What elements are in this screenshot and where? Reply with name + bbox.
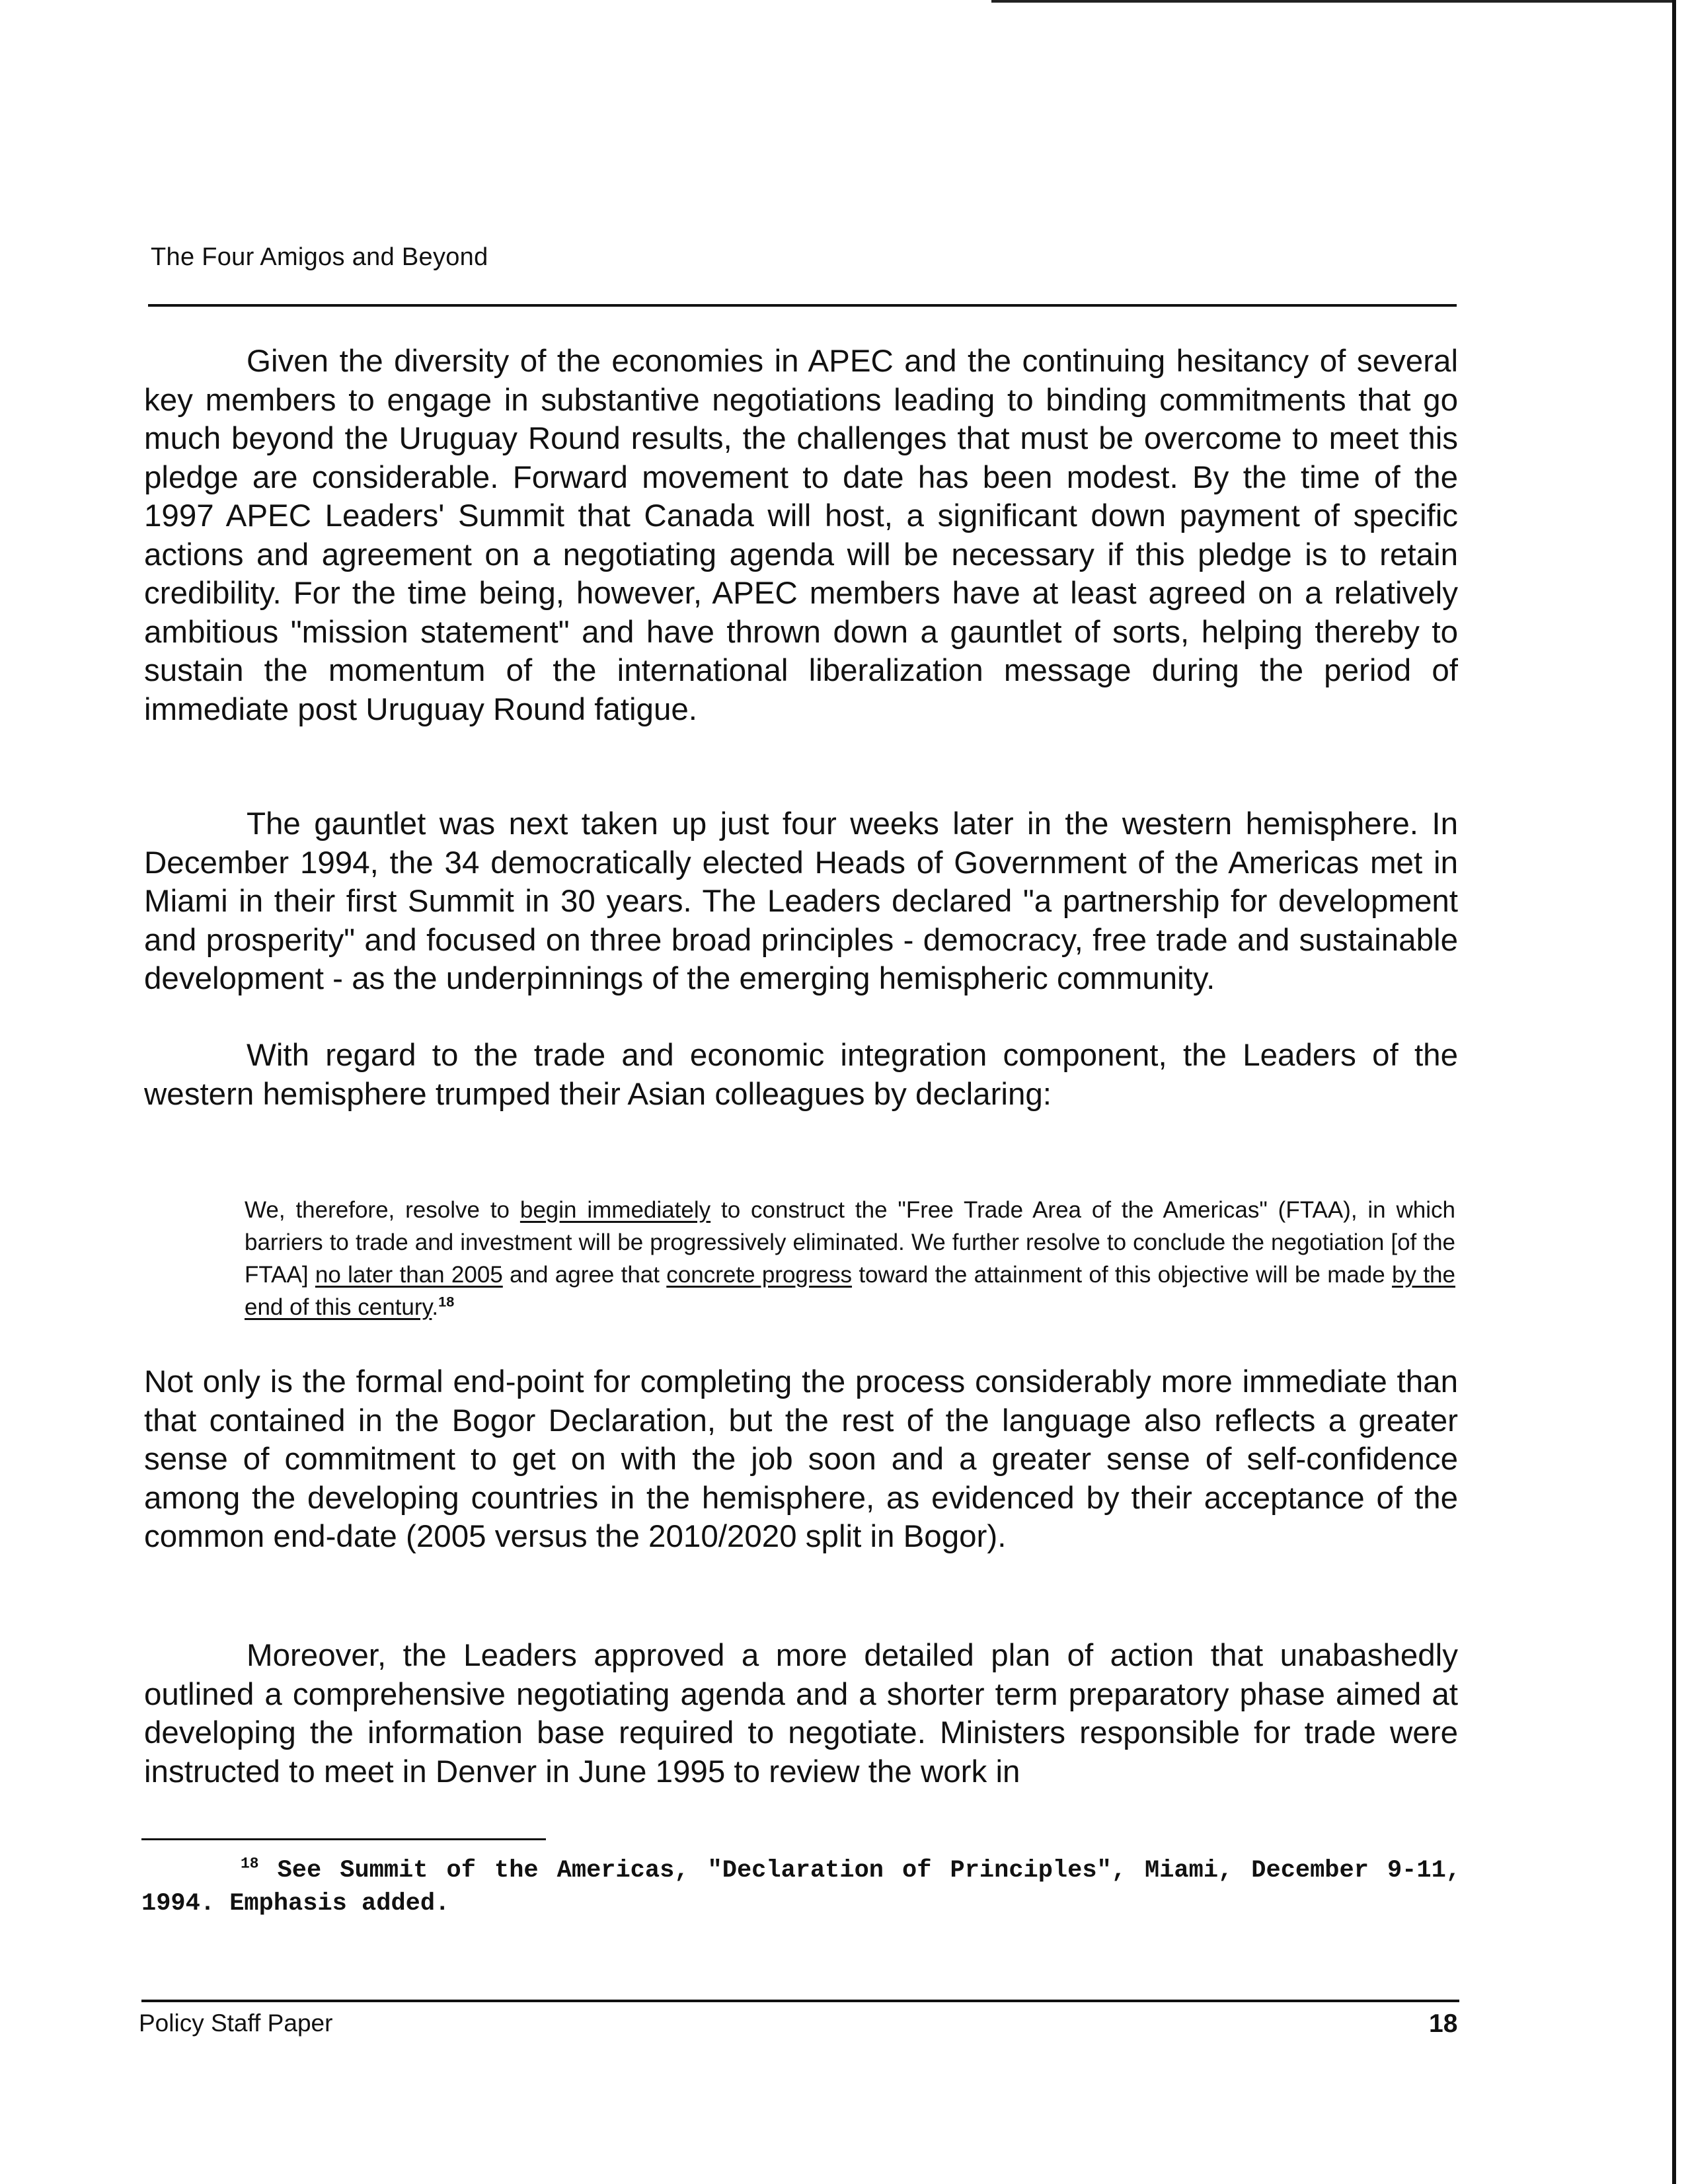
footnote-number: 18 — [241, 1855, 259, 1873]
footer-rule — [141, 2000, 1459, 2002]
footnote-separator — [141, 1838, 546, 1840]
quote-emphasis: begin immediately — [519, 1197, 711, 1223]
quote-emphasis: concrete progress — [666, 1262, 853, 1288]
paragraph-trade-integration: With regard to the trade and economic integration component, the Leaders of the western hemisphere trumped their Asian colleagues by declaring: — [144, 1038, 1458, 1112]
quote-emphasis: no later than 2005 — [315, 1262, 503, 1288]
scan-edge-right — [1672, 0, 1676, 2184]
quote-emphasis: by the end of this century — [245, 1262, 1455, 1320]
paragraph-end-point: Not only is the formal end-point for completing the process considerably more immediate than that contained in the Bogor Declaration, but the rest of the language also reflects a greater sense of commitment to get on with the job soon and a greater sense of self-confidence among the developing countries in the hemisphere, as evidenced by their acceptance of the common end-date (2005 versus the 2010/2020 split in Bogor). — [144, 1364, 1458, 1554]
quote-text: toward the attainment of this objective will be made — [852, 1262, 1393, 1288]
quote-text: We, therefore, resolve to — [245, 1197, 520, 1223]
quote-text: . — [432, 1294, 439, 1320]
header-rule — [148, 304, 1457, 307]
paragraph-apec-challenges: Given the diversity of the economies in APEC and the continuing hesitancy of several key members to engage in substantive negotiations leading to binding commitments that go much beyond the Uruguay Round results, the challenges that must be overcome to meet this pledge are considerable. Forward movement to date has been modest. By the time of the 1997 APEC Leaders' Summit that Canada will host, a significant down payment of specific actions and agreement on a negotiating agenda will be necessary if this pledge is to retain credibility. For the time being, however, APEC members have at least agreed on a relatively ambitious "mission statement" and have thrown down a gauntlet of sorts, helping thereby to sustain the momentum of the international liberalization message during the period of immediate post Uruguay Round fatigue. — [144, 344, 1458, 727]
paragraph-miami-summit: The gauntlet was next taken up just four weeks later in the western hemisphere. In December 1994, the 34 democratically elected Heads of Government of the Americas met in Miami in their first Summit in 30 years. The Leaders declared "a partnership for development and prosperity" and focused on three broad principles - democracy, free trade and sustainable development - as the underpinnings of the emerging hemispheric community. — [144, 806, 1458, 996]
footnote-18 — [141, 1854, 1461, 1920]
paragraph-plan-of-action: Moreover, the Leaders approved a more detailed plan of action that unabashedly outlined a comprehensive negotiating agenda and a shorter term preparatory phase aimed at developing the information base required to negotiate. Ministers responsible for trade were instructed to meet in Denver in June 1995 to review the work in — [144, 1638, 1458, 1789]
scan-edge-top — [991, 0, 1676, 3]
block-quote-declaration — [245, 1194, 1455, 1323]
quote-text: and agree that — [502, 1262, 667, 1288]
footer-title: Policy Staff Paper — [139, 2009, 333, 2037]
footnote-text: See Summit of the Americas, "Declaration of Principles", Miami, December 9-11, 1994. Emphasis added. — [141, 1857, 1461, 1918]
footnote-reference: 18 — [438, 1293, 455, 1310]
running-header: The Four Amigos and Beyond — [151, 243, 488, 271]
quote-text: to construct the "Free Trade Area of the Americas" (FTAA), in which barriers to trade and investment will be progressively eliminated. We further resolve to conclude the negotiation [of the FTAA] — [245, 1197, 1455, 1288]
page-number: 18 — [1429, 2009, 1458, 2038]
